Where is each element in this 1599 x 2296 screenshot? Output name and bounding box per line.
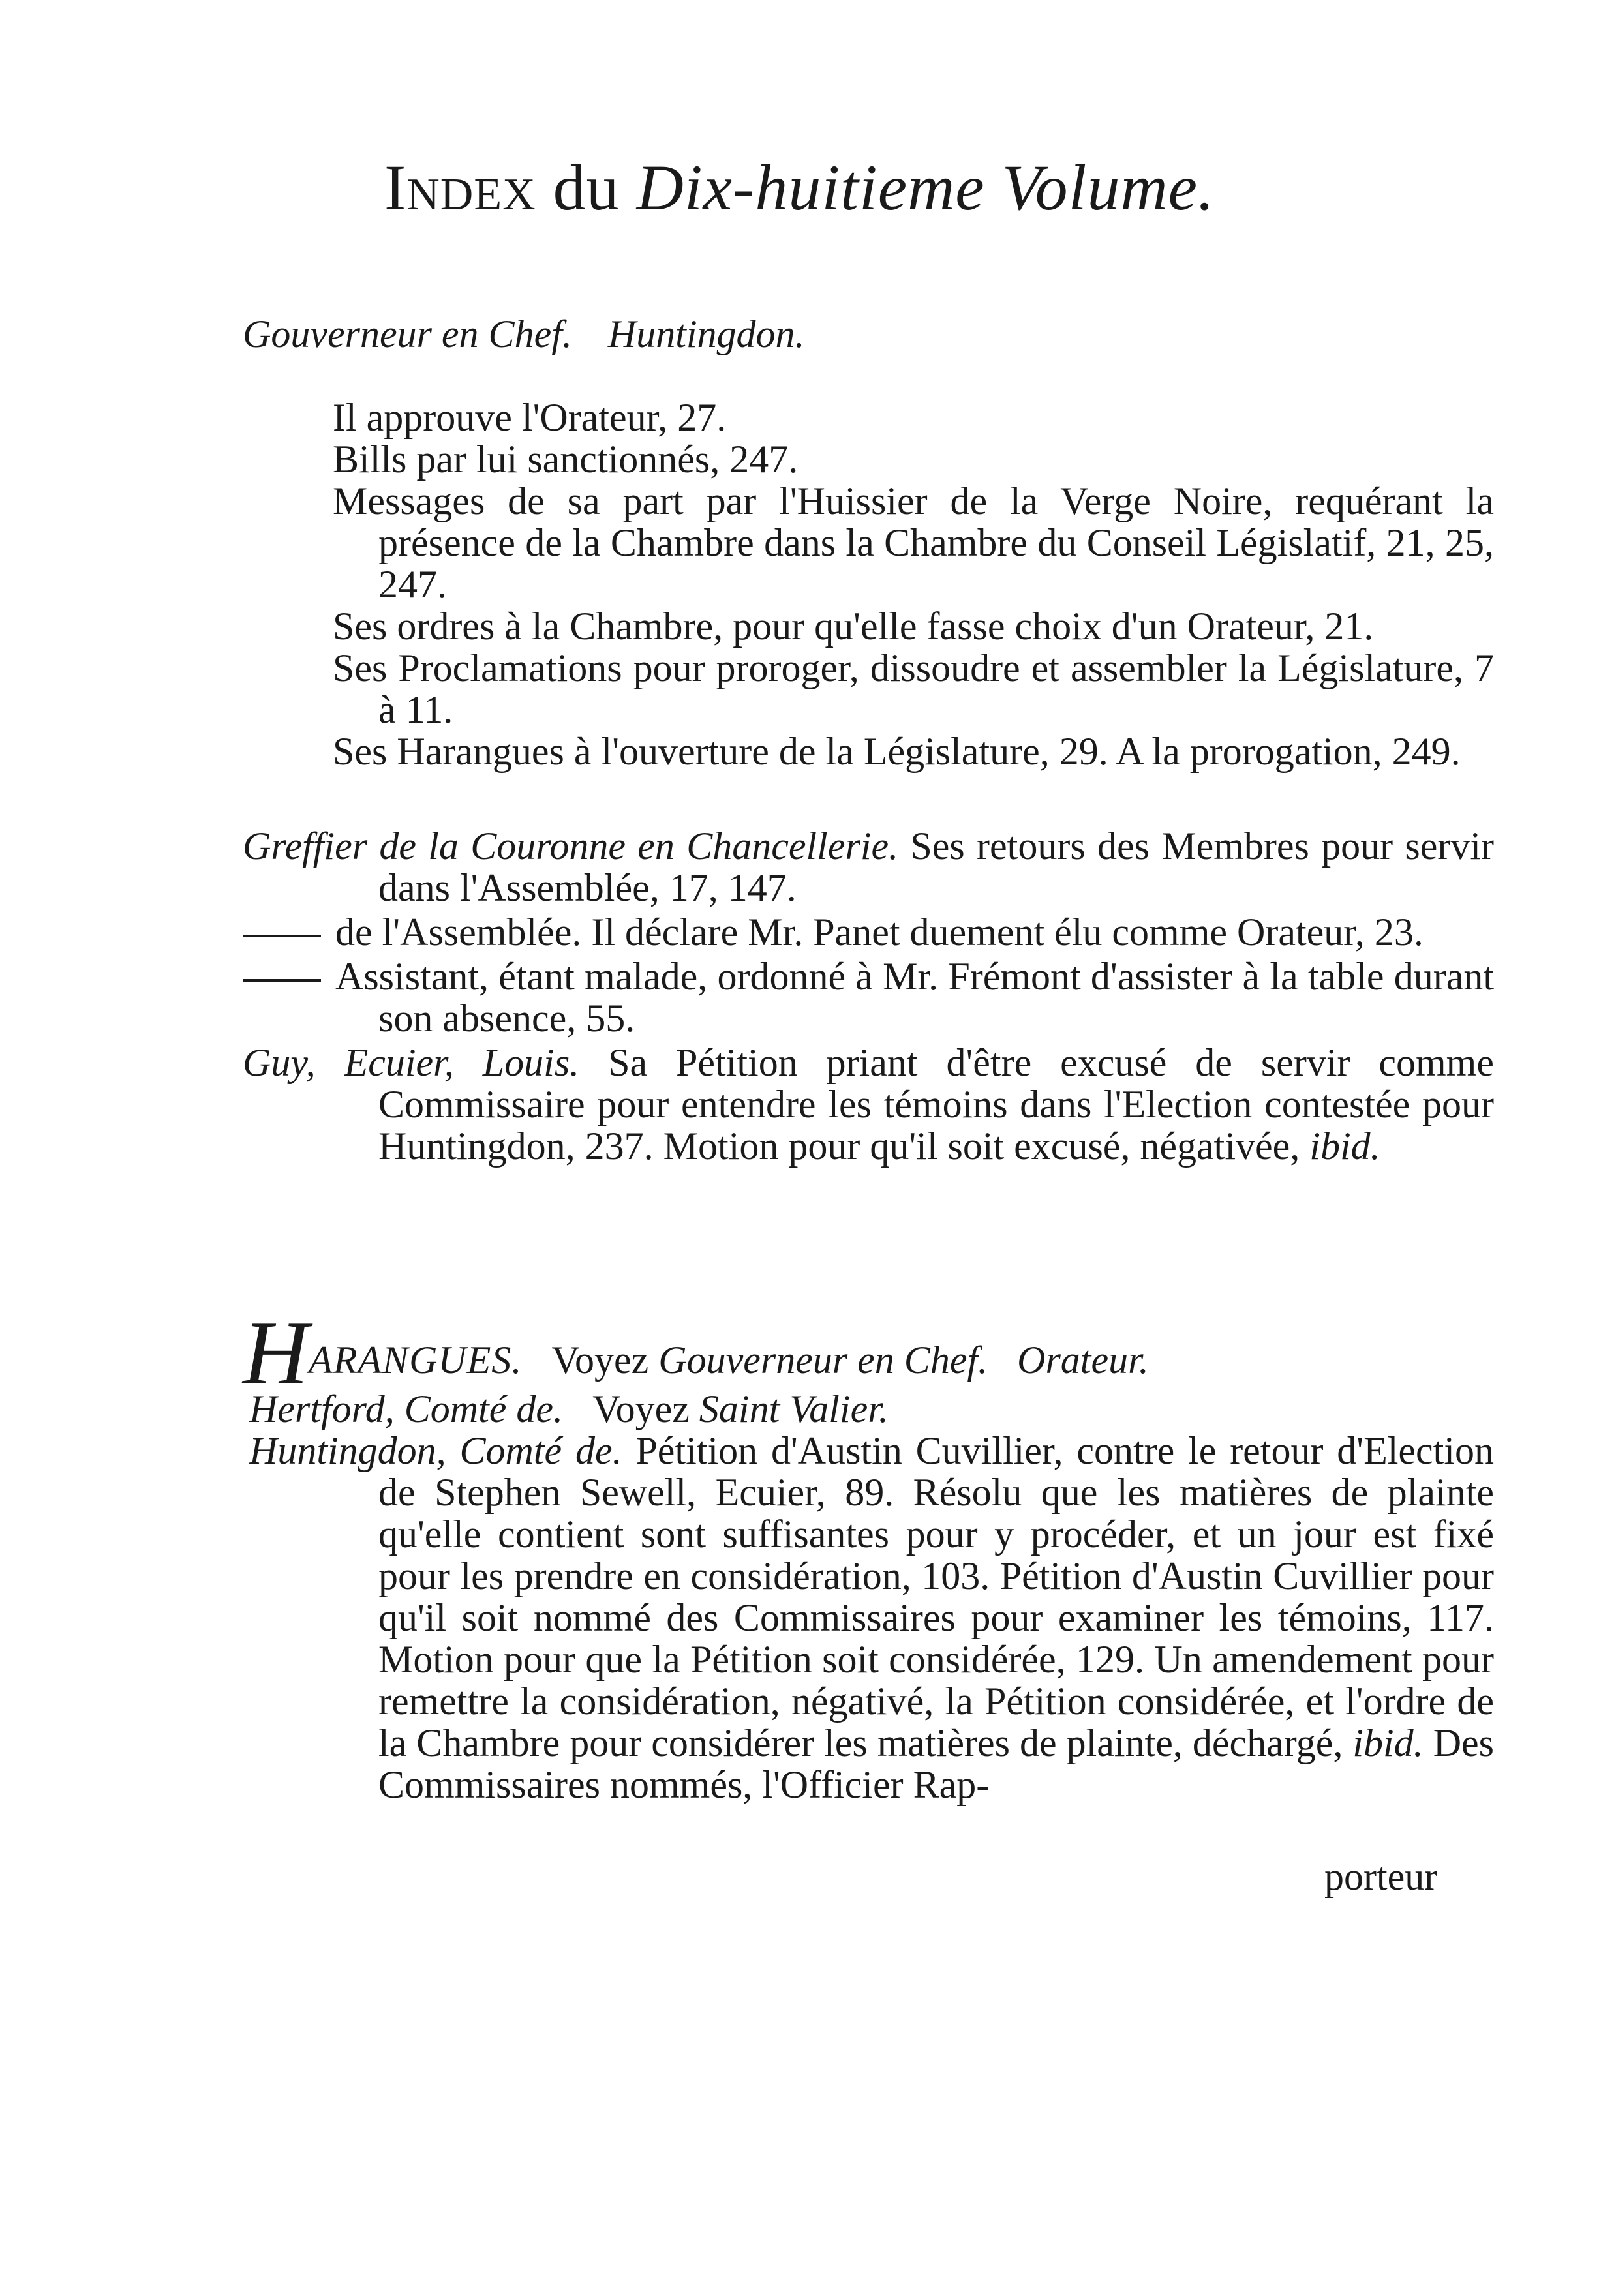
ditto-dash: [243, 979, 321, 982]
assistant-entry: [243, 956, 1494, 1039]
guy-text: Sa Pétition priant d'être excusé de servir comme Commissaire pour entendre les témoins dans l'Election contestée pour Huntingdon, 237. Motion pour qu'il soit excusé, négativée,: [378, 1041, 1494, 1168]
entry-heading-gouverneur: [243, 313, 805, 355]
guy-ibid: ibid.: [1309, 1125, 1380, 1168]
huntingdon-heading: Huntingdon, Comté de.: [249, 1429, 622, 1472]
guy-heading: Guy, Ecuier, Louis.: [243, 1041, 580, 1084]
hertford-heading: Hertford, Comté de.: [249, 1387, 564, 1430]
huntingdon-text-2: Des Commissaires nommés, l'Officier Rap-: [378, 1721, 1495, 1806]
gouverneur-sub-entries: [333, 397, 1494, 772]
entry-hertford: [249, 1388, 889, 1430]
sub-entry: Bills par lui sanctionnés, 247.: [333, 438, 799, 481]
entry-huntingdon: [249, 1430, 1494, 1805]
gouverneur-label: Gouverneur en Chef.: [243, 312, 572, 355]
title-index: Index: [384, 151, 536, 224]
ditto-dash: [243, 935, 321, 937]
hertford-ref: Saint Valier.: [699, 1387, 889, 1430]
sub-entry: Ses Harangues à l'ouverture de la Législature, 29. A la prorogation, 249.: [333, 730, 1461, 773]
huntingdon-ibid: ibid.: [1352, 1721, 1424, 1764]
harangues-ref-1: Gouverneur en Chef.: [658, 1338, 988, 1382]
title-du: du: [553, 151, 620, 224]
catchword: porteur: [1324, 1855, 1438, 1898]
gouverneur-name: Huntingdon.: [607, 312, 805, 355]
guy-entry: [243, 1042, 1494, 1167]
assemblee-text: Il déclare Mr. Panet duement élu comme Orateur, 23.: [591, 911, 1424, 954]
harangues-heading: ARANGUES.: [309, 1338, 523, 1382]
page-title: [0, 150, 1599, 225]
dropcap-h: H: [243, 1303, 309, 1404]
greffier-text: Ses retours des Membres pour servir dans l'Assemblée, 17, 147.: [378, 824, 1495, 909]
title-volume: Dix-huitieme Volume.: [636, 151, 1215, 224]
sub-entry: Ses Proclamations pour proroger, dissoudre et assembler la Législature, 7 à 11.: [333, 646, 1494, 731]
huntingdon-text: Pétition d'Austin Cuvillier, contre le retour d'Election de Stephen Sewell, Ecuier, 89. Résolu que les matières de plainte qu'elle contient sont suffisantes pour y procéder, et un jour est fixé pour les prendre en considération, 103. Pétition d'Austin Cuvillier pour qu'il soit nommé des Commissaires pour examiner les témoins, 117. Motion pour que la Pétition soit considérée, 129. Un amendement pour remettre la considération, négativé, la Pétition considérée, et l'ordre de la Chambre pour considérer les matières de plainte, déchargé,: [378, 1429, 1495, 1764]
huntingdon-paragraph: [249, 1430, 1494, 1805]
greffier-entries: [243, 825, 1494, 1167]
sub-entry: Ses ordres à la Chambre, pour qu'elle fasse choix d'un Orateur, 21.: [333, 605, 1374, 648]
greffier-entry: [243, 825, 1494, 909]
assistant-text: Assistant, étant malade, ordonné à Mr. Frémont d'assister à la table durant son absence, 55.: [335, 955, 1494, 1040]
sub-entry: Il approuve l'Orateur, 27.: [333, 396, 727, 439]
assemblee-entry: [243, 911, 1494, 953]
assemblee-heading: de l'Assemblée.: [335, 911, 582, 954]
sub-entry: Messages de sa part par l'Huissier de la Verge Noire, requérant la présence de la Chambre dans la Chambre du Conseil Législatif, 21, 25, 247.: [333, 479, 1494, 606]
greffier-heading: Greffier de la Couronne en Chancellerie.: [243, 824, 899, 868]
harangues-voyez: Voyez: [551, 1338, 649, 1382]
hertford-voyez: Voyez: [592, 1387, 690, 1430]
harangues-ref-2: Orateur.: [1017, 1338, 1149, 1382]
entry-heading-harangues: [243, 1303, 1149, 1404]
